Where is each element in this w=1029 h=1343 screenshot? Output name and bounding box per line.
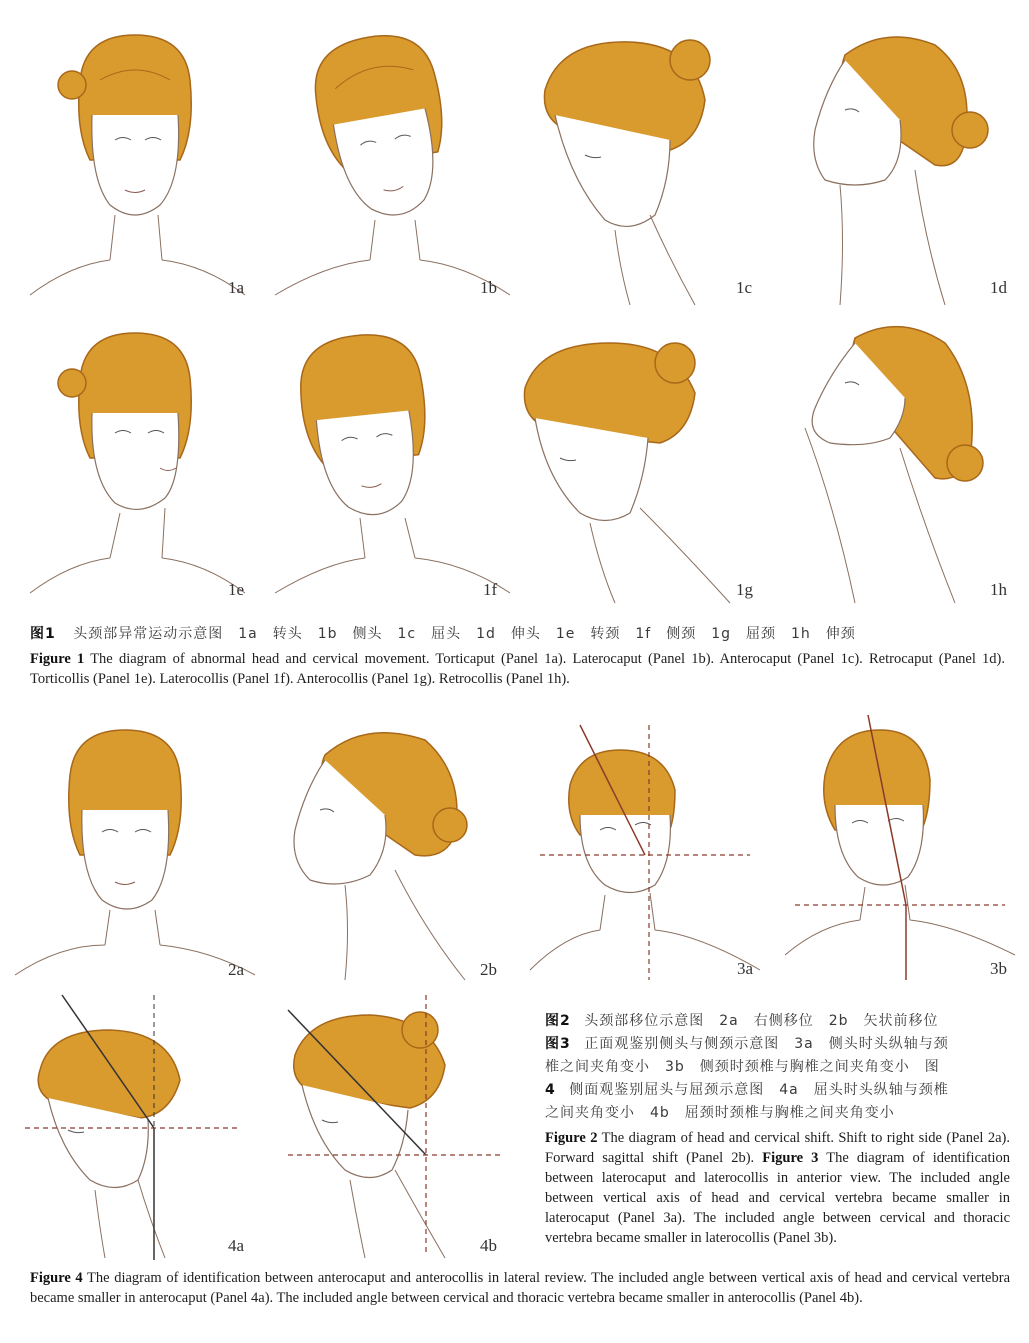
panel-4a bbox=[20, 990, 260, 1260]
panel-1e bbox=[10, 318, 260, 603]
illustration-retrocollis bbox=[775, 318, 1025, 603]
illustration-anterocollis bbox=[520, 318, 770, 603]
figure4-label-en: Figure 4 bbox=[30, 1270, 83, 1286]
panel-1h bbox=[775, 318, 1025, 603]
illustration-tilted-head bbox=[265, 20, 515, 305]
panel-label-1a: 1a bbox=[228, 278, 245, 297]
panel-2a bbox=[10, 720, 260, 985]
caption-cn-line-2 bbox=[545, 1033, 1015, 1056]
figure1-label-en: Figure 1 bbox=[30, 651, 85, 667]
illustration-front-head bbox=[10, 20, 260, 305]
figure3-label-cn: 图3 bbox=[545, 1036, 571, 1052]
figure4-text-en: The diagram of identification between anterocaput and anterocollis in lateral review. The included angle between vertical axis of head and cervical vertebra became smaller in anterocaput (Panel 4a). The included angle between cervical and thoracic vertebra became smaller in anterocollis (Panel 4b). bbox=[30, 1270, 1011, 1306]
figure3-label-en: Figure 3 bbox=[762, 1150, 819, 1166]
panel-3b bbox=[780, 715, 1020, 985]
caption-cn-text-2: 正面观鉴别侧头与侧颈示意图 3a 侧头时头纵轴与颈 bbox=[584, 1036, 949, 1052]
caption-cn-line-1 bbox=[545, 1010, 1015, 1033]
figure1-caption-en bbox=[30, 649, 1005, 689]
panel-label-1d: 1d bbox=[990, 278, 1007, 297]
illustration-sagittal-shift bbox=[265, 720, 515, 985]
panel-label-4a: 4a bbox=[228, 1236, 245, 1255]
illustration-laterocollis bbox=[265, 318, 515, 603]
figure1-label-cn: 图1 bbox=[30, 626, 56, 642]
figure2-4-caption-cn bbox=[545, 1010, 1015, 1125]
illustration-shift-right bbox=[10, 720, 260, 985]
figure2-label-en: Figure 2 bbox=[545, 1130, 598, 1146]
panel-3a bbox=[525, 715, 765, 985]
figure4-caption-en bbox=[30, 1268, 1010, 1308]
illustration-laterocollis-axes bbox=[780, 715, 1020, 985]
panel-1f bbox=[265, 318, 515, 603]
figure1-caption-cn bbox=[30, 623, 856, 643]
panel-label-2b: 2b bbox=[480, 960, 497, 979]
panel-1c bbox=[520, 20, 770, 305]
caption-cn-text-4: 侧面观鉴别屈头与屈颈示意图 4a 屈头时头纵轴与颈椎 bbox=[569, 1082, 949, 1098]
panel-1a bbox=[10, 20, 260, 305]
figure2-text-en: The diagram of head and cervical shift. Shift to right side (Panel 2a). Forward sagittal shift (Panel 2b). bbox=[545, 1130, 1010, 1166]
caption-cn-text-3: 椎之间夹角变小 3b 侧颈时颈椎与胸椎之间夹角变小 图 bbox=[545, 1059, 940, 1075]
figure3-text-en: The diagram of identification between laterocaput and laterocollis in anterior view. The included angle between vertical axis of head and cervical vertebra became smaller in laterocaput (Panel 3a). The included angle between cervical and thoracic vertebra became smaller in laterocollis (Panel 3b). bbox=[545, 1150, 1011, 1246]
illustration-anterocaput-axes bbox=[20, 990, 260, 1260]
panel-2b bbox=[265, 720, 515, 985]
caption-cn-text-5: 之间夹角变小 4b 屈颈时颈椎与胸椎之间夹角变小 bbox=[545, 1105, 895, 1121]
panel-label-1g: 1g bbox=[736, 580, 753, 599]
panel-1b bbox=[265, 20, 515, 305]
illustration-torticollis bbox=[10, 318, 260, 603]
illustration-anterocollis-axes bbox=[280, 990, 520, 1260]
caption-cn-line-4 bbox=[545, 1079, 1015, 1102]
panel-label-1c: 1c bbox=[736, 278, 753, 297]
panel-label-3a: 3a bbox=[737, 959, 754, 978]
figure2-4-caption-en-right bbox=[545, 1128, 1010, 1248]
caption-cn-text-1: 头颈部移位示意图 2a 右侧移位 2b 矢状前移位 bbox=[584, 1013, 939, 1029]
caption-cn-line-3 bbox=[545, 1056, 1015, 1079]
panel-label-3b: 3b bbox=[990, 959, 1007, 978]
panel-label-1f: 1f bbox=[483, 580, 498, 599]
figure1-text-cn: 头颈部异常运动示意图 1a 转头 1b 侧头 1c 屈头 1d 伸头 1e 转颈 1f 侧颈 1g 屈颈 1h 伸颈 bbox=[73, 626, 856, 642]
figure2-label-cn: 图2 bbox=[545, 1013, 571, 1029]
panel-label-4b: 4b bbox=[480, 1236, 497, 1255]
panel-4b bbox=[280, 990, 520, 1260]
figure4-label-cn: 4 bbox=[545, 1082, 556, 1098]
figure1-text-en: The diagram of abnormal head and cervical movement. Torticaput (Panel 1a). Laterocaput (Panel 1b). Anterocaput (Panel 1c). Retrocaput (Panel 1d). Torticollis (Panel 1e). Laterocollis (Panel 1f). Anterocollis (Panel 1g). Retrocollis (Panel 1h). bbox=[30, 651, 1005, 687]
panel-label-1h: 1h bbox=[990, 580, 1007, 599]
panel-1g bbox=[520, 318, 770, 603]
panel-label-1b: 1b bbox=[480, 278, 497, 297]
caption-cn-line-5 bbox=[545, 1102, 1015, 1125]
illustration-flexed-head bbox=[520, 20, 770, 305]
illustration-laterocaput-axes bbox=[525, 715, 765, 985]
illustration-extended-head bbox=[775, 20, 1025, 305]
panel-label-2a: 2a bbox=[228, 960, 245, 979]
panel-1d bbox=[775, 20, 1025, 305]
panel-label-1e: 1e bbox=[228, 580, 245, 599]
